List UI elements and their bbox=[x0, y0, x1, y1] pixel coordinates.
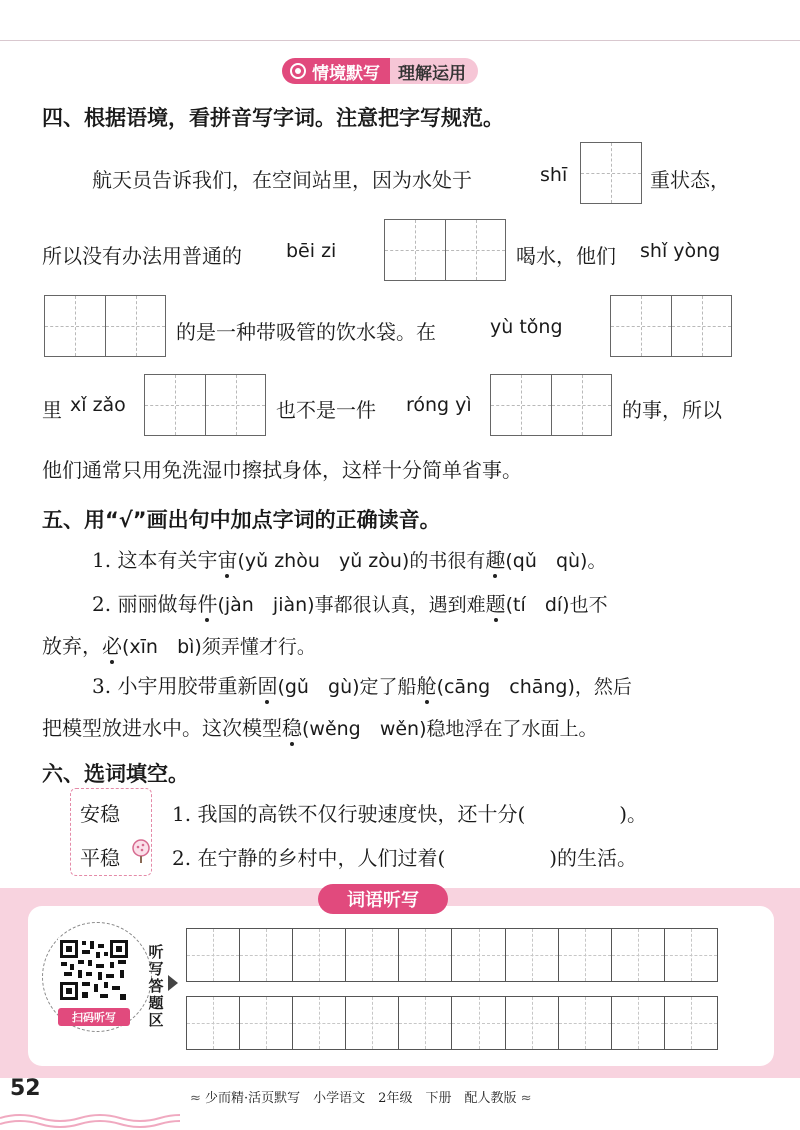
q2-option-4[interactable]: dí)也不 bbox=[544, 594, 608, 616]
q3-option-3[interactable]: (cāng bbox=[436, 676, 491, 698]
s2-text-a: 2. 在宁静的乡村中，人们过着( bbox=[172, 846, 446, 870]
answer-grid-beizi[interactable] bbox=[384, 219, 506, 281]
section-header-pill bbox=[282, 58, 478, 84]
q1-option-1[interactable]: (yǔ zhòu bbox=[237, 550, 320, 572]
q2-option-3[interactable]: (tí bbox=[505, 594, 526, 616]
sec4-line5-text: 他们通常只用免洗湿巾擦拭身体，这样十分简单省事。 bbox=[42, 458, 522, 482]
q2-text-a: 2. 丽丽做每 bbox=[92, 592, 198, 616]
pill-right-label: 理解运用 bbox=[390, 58, 478, 84]
q3-option-6[interactable]: wěn)稳地浮在了水面上。 bbox=[379, 718, 598, 740]
arrow-right-icon bbox=[168, 975, 178, 991]
sec6-s1 bbox=[172, 798, 647, 827]
q1-dotted-char-2: 趣 bbox=[485, 548, 506, 572]
dictation-grid-row-2[interactable] bbox=[186, 996, 718, 1050]
word-option-2: 平稳 bbox=[80, 846, 120, 870]
sec4-pinyin-yutong: yù tǒng bbox=[490, 316, 563, 338]
q3-text-f: 把模型放进水中。这次模型 bbox=[42, 716, 282, 740]
footer-text: ≈ 少而精·活页默写 小学语文 2年级 下册 配人教版 ≈ bbox=[190, 1091, 532, 1106]
sec4-line4-text: 里 bbox=[42, 398, 62, 422]
q3-dotted-char-3: 稳 bbox=[282, 716, 302, 740]
sec5-q1 bbox=[92, 544, 606, 573]
q2-option-6[interactable]: bì)须弄懂才行。 bbox=[177, 636, 316, 658]
page-number: 52 bbox=[10, 1076, 41, 1101]
s1-text-a: 1. 我国的高铁不仅行驶速度快，还十分( bbox=[172, 802, 526, 826]
q3-option-5[interactable]: (wěng bbox=[302, 718, 361, 740]
section4-title: 四、根据语境，看拼音写字词。注意把字写规范。 bbox=[42, 106, 504, 130]
q1-option-2[interactable]: yǔ zòu)的书很有 bbox=[338, 550, 486, 572]
decorative-wave bbox=[0, 1110, 180, 1130]
answer-grid-shiyong[interactable] bbox=[44, 295, 166, 357]
section6-title: 六、选词填空。 bbox=[42, 762, 189, 786]
answer-grid-yutong[interactable] bbox=[610, 295, 732, 357]
q1-dotted-char: 宙 bbox=[217, 548, 238, 572]
sec5-q2 bbox=[92, 588, 608, 617]
sec5-q2-line2 bbox=[42, 630, 316, 659]
q3-option-2[interactable]: gù)定了船 bbox=[328, 676, 417, 698]
q1-text-a: 1. 这本有关宇 bbox=[92, 548, 218, 572]
q1-option-3[interactable]: (qǔ bbox=[505, 550, 537, 572]
top-rule bbox=[0, 40, 800, 41]
q2-option-1[interactable]: (jàn bbox=[217, 594, 254, 616]
sec4-pinyin-shiyong: shǐ yòng bbox=[640, 240, 721, 262]
sec4-line3-text: 的是一种带吸管的饮水袋。在 bbox=[176, 320, 436, 344]
sec4-pinyin-shi: shī bbox=[540, 164, 568, 186]
dictation-grid-row-1[interactable] bbox=[186, 928, 718, 982]
q2-option-5[interactable]: (xīn bbox=[122, 636, 158, 658]
sec6-s2 bbox=[172, 842, 637, 871]
answer-grid-xizao[interactable] bbox=[144, 374, 266, 436]
sec5-q3-line2 bbox=[42, 712, 598, 741]
answer-area-label: 听 写 答 题 区 bbox=[148, 943, 164, 1029]
sec4-line1-text: 航天员告诉我们，在空间站里，因为水处于 bbox=[92, 168, 472, 192]
sec4-line4-mid: 也不是一件 bbox=[276, 398, 376, 422]
word-option-1: 安稳 bbox=[80, 802, 120, 826]
q2-dotted-char-2: 题 bbox=[485, 592, 506, 616]
s1-text-b: )。 bbox=[619, 802, 648, 826]
q3-option-4[interactable]: chāng)，然后 bbox=[509, 676, 632, 698]
q2-dotted-char-3: 必 bbox=[102, 634, 122, 658]
sec4-pinyin-beizi: bēi zi bbox=[286, 240, 337, 262]
q1-option-4[interactable]: qù)。 bbox=[555, 550, 607, 572]
q3-option-1[interactable]: (gǔ bbox=[277, 676, 309, 698]
pill-left bbox=[282, 58, 390, 84]
sec4-line2-after: 喝水，他们 bbox=[516, 244, 616, 268]
section5-title: 五、用“√”画出句中加点字词的正确读音。 bbox=[42, 508, 441, 532]
tree-icon bbox=[130, 838, 152, 864]
q2-text-f: 放弃， bbox=[42, 634, 102, 658]
sec4-line4-after: 的事，所以 bbox=[622, 398, 722, 422]
pill-left-label: 情境默写 bbox=[312, 63, 380, 84]
sec4-line1-after: 重状态， bbox=[650, 168, 730, 192]
target-icon bbox=[290, 63, 306, 79]
scan-to-listen-label[interactable]: 扫码听写 bbox=[58, 1008, 130, 1026]
sec5-q3 bbox=[92, 670, 632, 699]
answer-grid-shi[interactable] bbox=[580, 142, 642, 204]
q2-option-2[interactable]: jiàn)事都很认真，遇到难 bbox=[272, 594, 486, 616]
q3-dotted-char-2: 舱 bbox=[416, 674, 437, 698]
sec4-pinyin-xizao: xǐ zǎo bbox=[70, 394, 126, 416]
q3-text-a: 3. 小宇用胶带重新 bbox=[92, 674, 258, 698]
s2-text-b: )的生活。 bbox=[549, 846, 638, 870]
q2-dotted-char: 件 bbox=[197, 592, 218, 616]
sec4-line2-text: 所以没有办法用普通的 bbox=[42, 244, 242, 268]
dictation-title: 词语听写 bbox=[318, 884, 448, 914]
qr-code-icon[interactable] bbox=[58, 938, 130, 1002]
answer-grid-rongyi[interactable] bbox=[490, 374, 612, 436]
q3-dotted-char: 固 bbox=[257, 674, 278, 698]
sec4-pinyin-rongyi: róng yì bbox=[406, 394, 472, 416]
